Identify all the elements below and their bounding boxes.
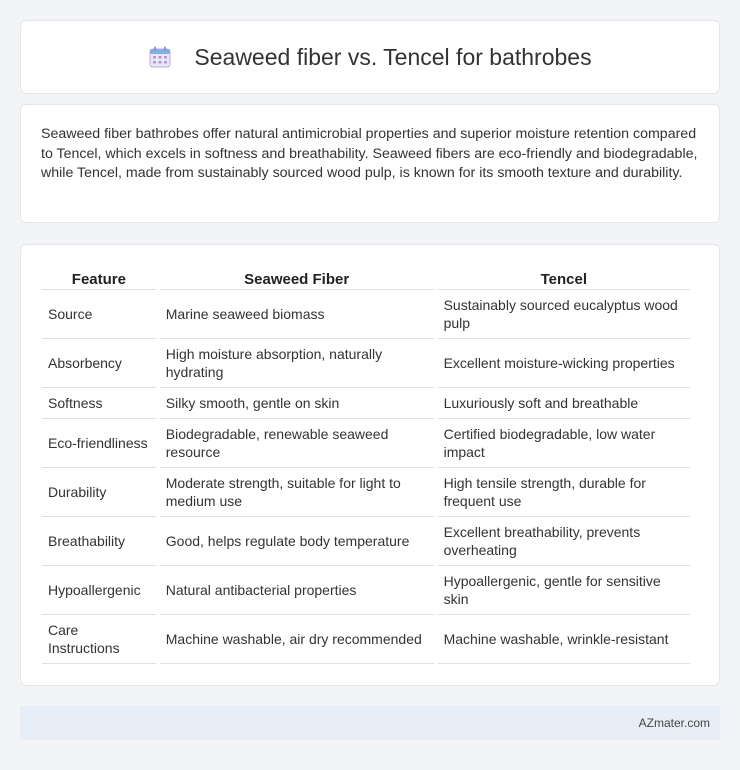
feature-cell: Absorbency: [42, 339, 156, 388]
seaweed-cell: Good, helps regulate body temperature: [160, 517, 434, 566]
seaweed-cell: Silky smooth, gentle on skin: [160, 388, 434, 419]
feature-cell: Hypoallergenic: [42, 566, 156, 615]
seaweed-cell: High moisture absorption, naturally hydrating: [160, 339, 434, 388]
table-header-row: [42, 265, 690, 290]
tencel-cell: Hypoallergenic, gentle for sensitive skin: [438, 566, 690, 615]
table-row: [42, 566, 690, 615]
seaweed-cell: Machine washable, air dry recommended: [160, 615, 434, 664]
tencel-cell: High tensile strength, durable for frequent use: [438, 468, 690, 517]
tencel-cell: Excellent breathability, prevents overheating: [438, 517, 690, 566]
intro-card: [20, 104, 720, 223]
intro-paragraph: Seaweed fiber bathrobes offer natural antimicrobial properties and superior moisture retention compared to Tencel, which excels in softness and breathability. Seaweed fibers are eco-friendly and biodegradable, while Tencel, made from sustainably sourced wood pulp, is known for its smooth texture and durability.: [41, 126, 698, 182]
seaweed-cell: Marine seaweed biomass: [160, 290, 434, 339]
comparison-table: [38, 265, 694, 664]
comparison-card: [20, 244, 720, 686]
column-header-feature: Feature: [42, 265, 156, 290]
title-card: [20, 20, 720, 94]
column-header-tencel: Tencel: [438, 265, 690, 290]
footer-brand[interactable]: AZmater.com: [638, 716, 710, 730]
calendar-icon: [148, 45, 172, 69]
feature-cell: Care Instructions: [42, 615, 156, 664]
seaweed-cell: Biodegradable, renewable seaweed resource: [160, 419, 434, 468]
page-title: Seaweed fiber vs. Tencel for bathrobes: [194, 43, 592, 70]
feature-cell: Breathability: [42, 517, 156, 566]
footer: [20, 706, 720, 740]
feature-cell: Source: [42, 290, 156, 339]
feature-cell: Durability: [42, 468, 156, 517]
feature-cell: Eco-friendliness: [42, 419, 156, 468]
tencel-cell: Machine washable, wrinkle-resistant: [438, 615, 690, 664]
table-row: [42, 290, 690, 339]
tencel-cell: Excellent moisture-wicking properties: [438, 339, 690, 388]
table-row: [42, 388, 690, 419]
table-row: [42, 615, 690, 664]
tencel-cell: Sustainably sourced eucalyptus wood pulp: [438, 290, 690, 339]
table-row: [42, 419, 690, 468]
table-row: [42, 468, 690, 517]
tencel-cell: Certified biodegradable, low water impact: [438, 419, 690, 468]
column-header-seaweed: Seaweed Fiber: [160, 265, 434, 290]
table-row: [42, 517, 690, 566]
tencel-cell: Luxuriously soft and breathable: [438, 388, 690, 419]
feature-cell: Softness: [42, 388, 156, 419]
table-row: [42, 339, 690, 388]
seaweed-cell: Natural antibacterial properties: [160, 566, 434, 615]
seaweed-cell: Moderate strength, suitable for light to medium use: [160, 468, 434, 517]
